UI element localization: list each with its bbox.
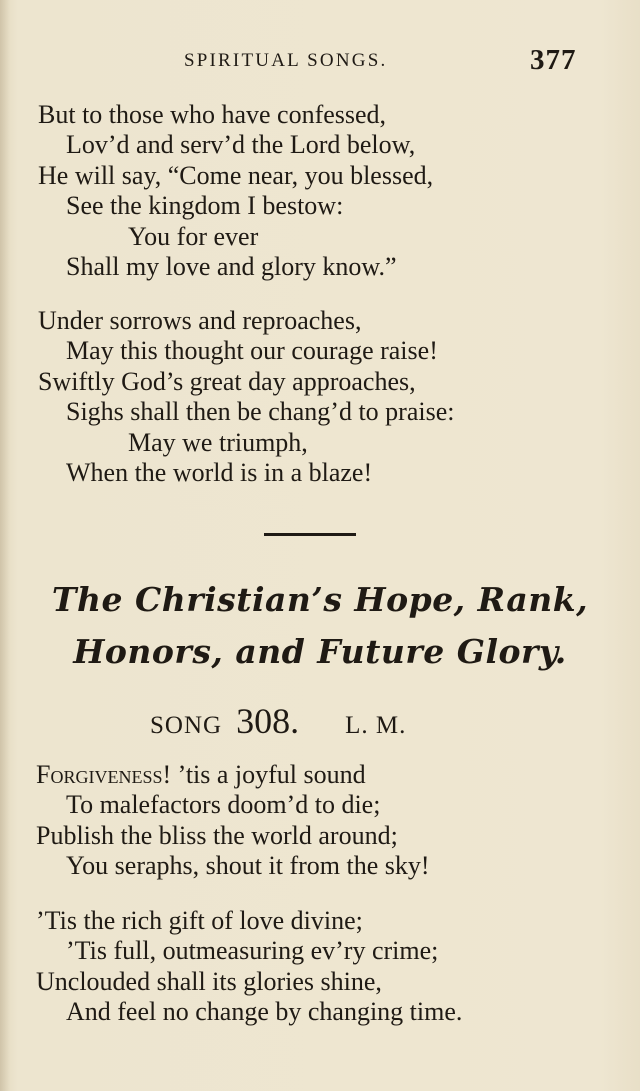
verse-line: ’Tis full, outmeasuring ev’ry crime; <box>66 936 439 965</box>
drop-word: Forgiveness <box>36 760 163 789</box>
verse-line: And feel no change by changing time. <box>66 997 463 1026</box>
verse-line: Lov’d and serv’d the Lord below, <box>66 130 416 159</box>
verse-line: Publish the bliss the world around; <box>36 821 398 850</box>
verse-line: When the world is in a blaze! <box>66 458 373 487</box>
running-head: SPIRITUAL SONGS. <box>184 50 388 71</box>
section-divider <box>264 533 356 536</box>
song-number: 308. <box>236 701 300 741</box>
verse-line: ’Tis the rich gift of love divine; <box>36 906 363 935</box>
section-title-line-1: The Christian’s Hope, Rank, <box>51 580 589 619</box>
verse-line: Under sorrows and reproaches, <box>38 306 362 335</box>
verse-line: May this thought our courage raise! <box>66 336 438 365</box>
page-header <box>0 44 640 84</box>
verse-line: See the kingdom I bestow: <box>66 191 344 220</box>
song-label: SONG <box>150 712 223 739</box>
page-number: 377 <box>530 44 577 76</box>
song-meter: L. M. <box>345 712 407 739</box>
song-heading <box>150 700 406 742</box>
verse-line: You for ever <box>128 222 259 251</box>
verse-line: To malefactors doom’d to die; <box>66 790 381 819</box>
verse-line: May we triumph, <box>128 428 308 457</box>
verse-line: Unclouded shall its glories shine, <box>36 967 382 996</box>
verse-line-rest: ! ’tis a joyful sound <box>162 760 366 789</box>
gutter-shadow <box>0 0 10 1091</box>
verse-line: He will say, “Come near, you blessed, <box>38 161 434 190</box>
verse-line: Sighs shall then be chang’d to praise: <box>66 397 455 426</box>
verse-line: But to those who have confessed, <box>38 100 387 129</box>
section-title-line-2: Honors, and Future Glory. <box>73 632 567 671</box>
verse-line: Shall my love and glory know.” <box>66 252 397 281</box>
verse-line <box>36 760 366 790</box>
verse-line: Swiftly God’s great day approaches, <box>38 367 416 396</box>
verse-line: You seraphs, shout it from the sky! <box>66 851 430 880</box>
